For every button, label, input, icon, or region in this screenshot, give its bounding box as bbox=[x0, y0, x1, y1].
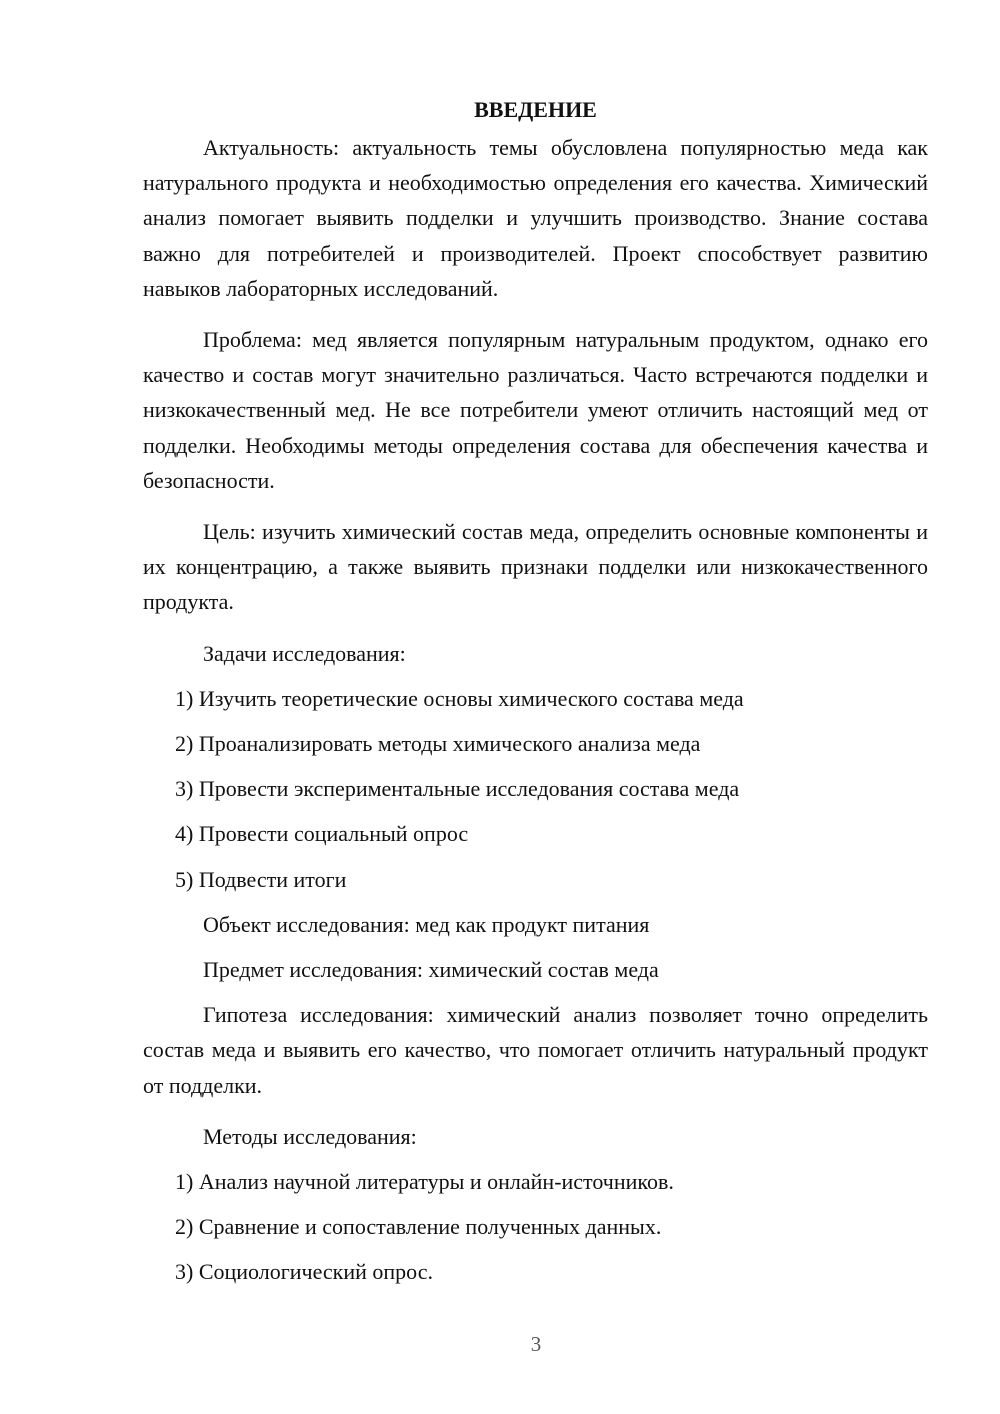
hypothesis-paragraph: Гипотеза исследования: химический анализ позволяет точно определить состав меда и выявить его качество, что помогает отличить натуральный продукт от подделки. bbox=[143, 1002, 928, 1098]
goal-paragraph: Цель: изучить химический состав меда, определить основные компоненты и их концентрацию, а также выявить признаки подделки или низкокачественного продукта. bbox=[143, 519, 928, 615]
subject-line: Предмет исследования: химический состав меда bbox=[203, 957, 659, 983]
methods-list bbox=[143, 1164, 928, 1290]
page-number: 3 bbox=[530, 1332, 542, 1356]
list-item: 3) Социологический опрос. bbox=[175, 1259, 433, 1285]
tasks-list bbox=[143, 681, 928, 897]
page-content bbox=[143, 90, 928, 1300]
tasks-title: Задачи исследования: bbox=[203, 640, 406, 666]
list-item: 3) Провести экспериментальные исследования состава меда bbox=[175, 776, 740, 802]
problem-paragraph: Проблема: мед является популярным натуральным продуктом, однако его качество и состав могут значительно различаться. Часто встречаются подделки и низкокачественный мед. Не все потребители умеют отличить настоящий мед от подделки. Необходимы методы определения состава для обеспечения качества и безопасности. bbox=[143, 327, 928, 493]
relevance-paragraph: Актуальность: актуальность темы обусловлена популярностью меда как натурального продукта и необходимостью определения его качества. Химический анализ помогает выявить подделки и улучшить производство. Знание состава важно для потребителей и производителей. Проект способствует развитию навыков лабораторных исследований. bbox=[143, 135, 928, 301]
list-item: 5) Подвести итоги bbox=[175, 866, 347, 892]
section-heading: ВВЕДЕНИЕ bbox=[474, 97, 597, 122]
list-item: 2) Сравнение и сопоставление полученных данных. bbox=[175, 1214, 662, 1240]
list-item: 1) Анализ научной литературы и онлайн-источников. bbox=[175, 1169, 674, 1195]
object-line: Объект исследования: мед как продукт питания bbox=[203, 911, 650, 937]
list-item: 2) Проанализировать методы химического анализа меда bbox=[175, 731, 701, 757]
methods-title: Методы исследования: bbox=[203, 1123, 417, 1149]
list-item: 4) Провести социальный опрос bbox=[175, 821, 469, 847]
list-item: 1) Изучить теоретические основы химического состава меда bbox=[175, 685, 744, 711]
